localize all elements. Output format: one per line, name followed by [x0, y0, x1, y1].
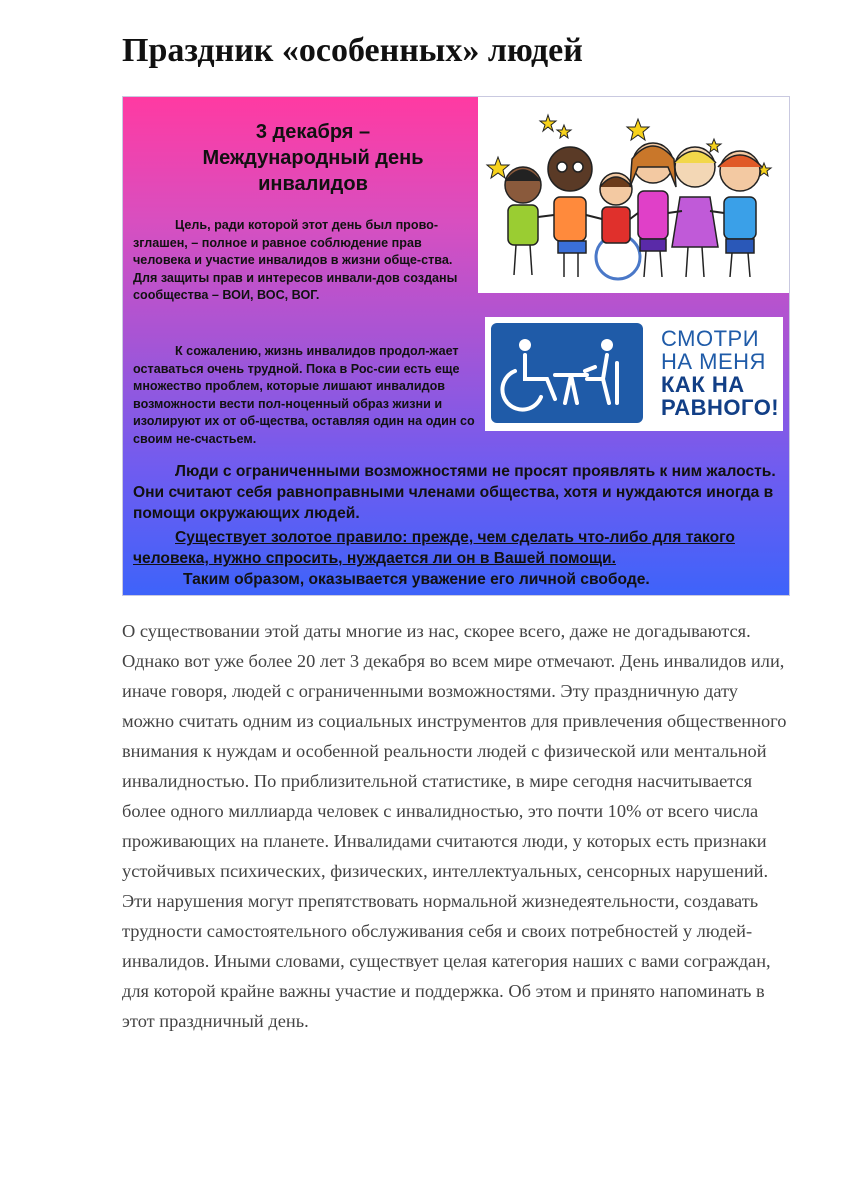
- wheelchair-icon: [502, 339, 555, 410]
- children-illustration: [478, 97, 790, 293]
- two-people-at-table-icon: [555, 339, 617, 403]
- poster-heading-line: Международный день: [202, 147, 424, 169]
- sign-line-bold: РАВНОГО!: [661, 395, 780, 420]
- children-illustration-icon: [478, 97, 790, 293]
- poster-paragraph: Цель, ради которой этот день был прово-зглашен, – полное и равное соблюдение прав человека и участие инвалидов в жизни обще-ства. Для защиты прав и интересов инвали-дов созданы сообщества – ВОИ, ВОС, ВОГ.: [133, 218, 458, 302]
- sign-line: НА МЕНЯ: [661, 349, 766, 374]
- sign-line: СМОТРИ: [661, 326, 760, 351]
- poster-heading: [133, 119, 493, 197]
- page-title: Праздник «особенных» людей: [122, 32, 583, 69]
- poster-golden-rule: Существует золотое правило: прежде, чем сделать что-либо для такого человека, нужно спросить, нуждается ли он в Вашей помощи.: [133, 529, 735, 567]
- poster-paragraph: Люди с ограниченными возможностями не просят проявлять к ним жалость. Они считают себя равноправными членами общества, хотя и нуждаются иногда в помощи окружающих людей.: [133, 463, 776, 522]
- poster: [122, 96, 790, 596]
- sign-line-bold: КАК НА: [661, 372, 745, 397]
- equality-sign: [485, 317, 783, 431]
- sign-text: [661, 327, 783, 419]
- poster-paragraph: К сожалению, жизнь инвалидов продол-жает оставаться очень трудной. Пока в Рос-сии есть еще множество проблем, которые лишают инвалидов возможности вести пол-ноценный образ жизни и изолируют их от об-щества, оставляя один на один со своим не-счастьем.: [133, 344, 475, 446]
- body-paragraph: О существовании этой даты многие из нас, скорее всего, даже не догадываются. Однако вот уже более 20 лет 3 декабря во всем мире отмечают. День инвалидов или, иначе говоря, людей с ограниченными возможностями. Эту праздничную дату можно считать одним из социальных инструментов для привлечения общественного внимания к нуждам и особенной реальности людей с физической или ментальной инвалидностью. По приблизительной статистике, в мире сегодня насчитывается более одного миллиарда человек с инвалидностью, это почти 10% от всего числа проживающих на планете. Инвалидами считаются люди, у которых есть признаки устойчивых психических, физических, интеллектуальных, сенсорных нарушений. Эти нарушения могут препятствовать нормальной жизнедеятельности, создавать трудности самостоятельного обслуживания себя и своих потребностей у людей-инвалидов. Иными словами, существует целая категория наших с вами сограждан, для которой крайне важны участие и поддержка. Об этом и принято напоминать в этот праздничный день.: [122, 621, 787, 1031]
- poster-heading-line: инвалидов: [258, 173, 368, 195]
- sign-pictogram: [491, 323, 643, 423]
- poster-paragraph: Таким образом, оказывается уважение его личной свободе.: [183, 571, 650, 588]
- poster-heading-line: 3 декабря –: [255, 121, 371, 143]
